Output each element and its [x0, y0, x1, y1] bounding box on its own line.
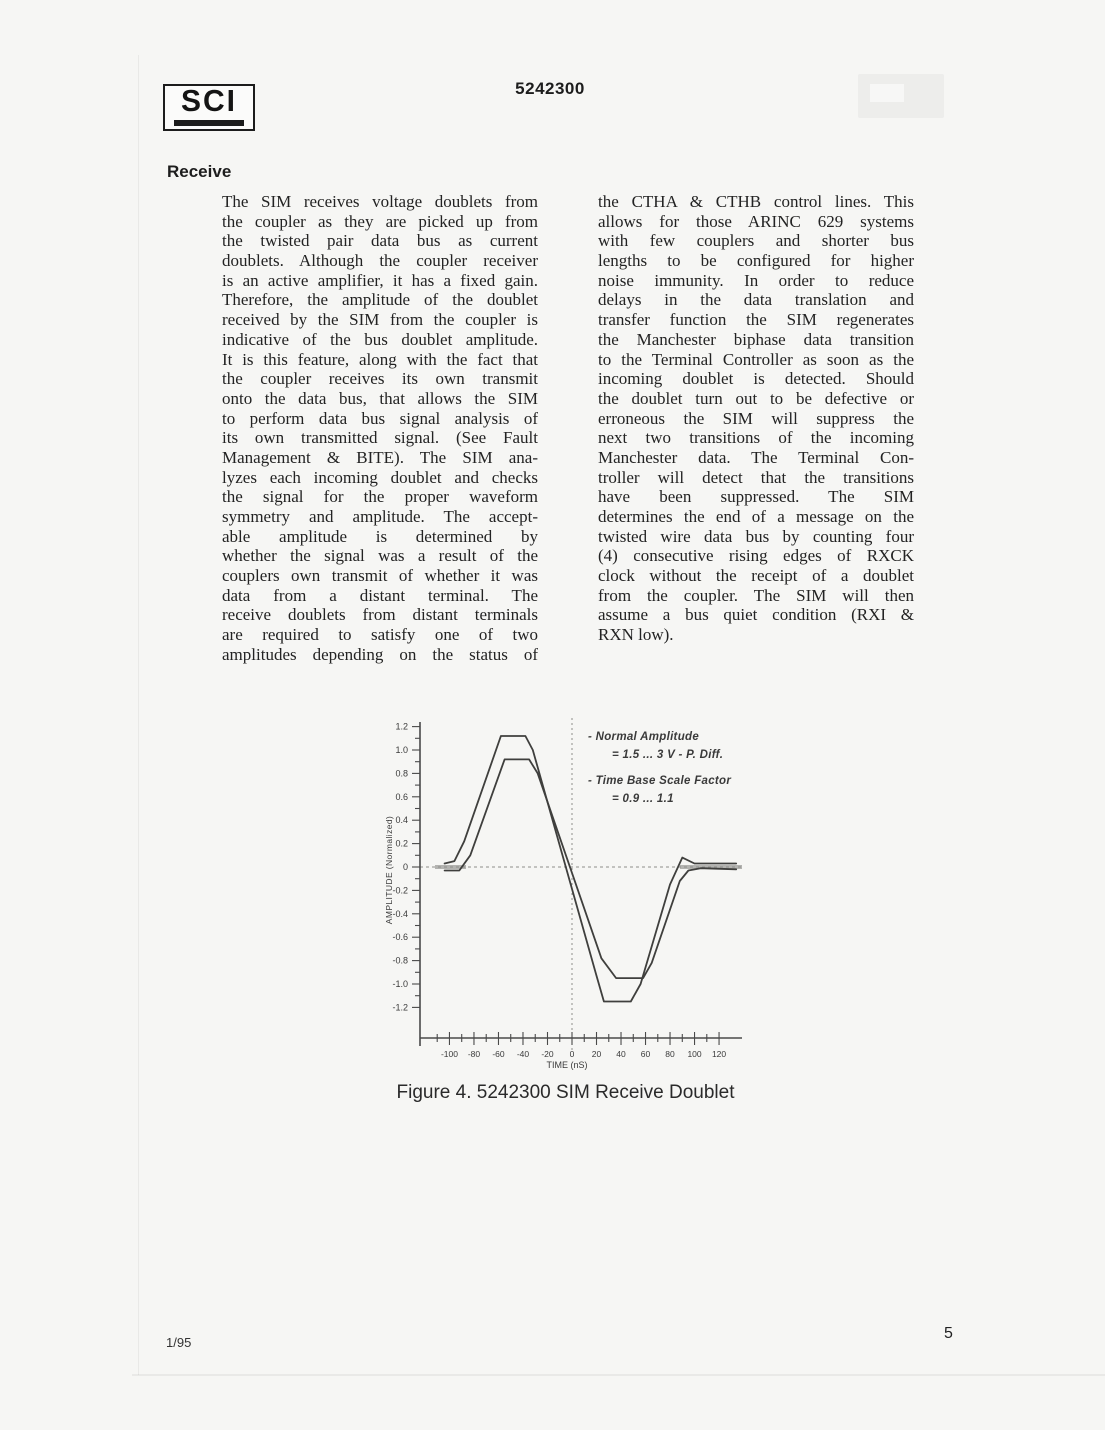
text-line: the doublet turn out to be defective or	[598, 388, 914, 408]
y-tick-label: -0.6	[392, 932, 408, 943]
y-tick-label: 0.6	[395, 791, 408, 802]
text-line: couplers own transmit of whether it was	[222, 566, 538, 586]
text-line: the twisted pair data bus as current	[222, 231, 538, 251]
scan-bleedthrough-artifact	[858, 74, 944, 118]
footer-date: 1/95	[166, 1335, 192, 1350]
x-tick-label: 100	[687, 1049, 702, 1059]
text-line: the signal for the proper waveform	[222, 487, 538, 507]
text-line: determines the end of a message on the	[598, 507, 914, 526]
sci-logo-underline	[174, 120, 244, 126]
text-line: indicative of the bus doublet amplitude.	[222, 329, 538, 349]
text-line: to the Terminal Controller as soon as the	[598, 349, 914, 369]
chart-annotation-normal-amplitude: - Normal Amplitude	[588, 731, 700, 743]
text-line: able amplitude is determined by	[222, 526, 538, 546]
x-tick-label: 40	[616, 1049, 626, 1059]
page-number: 5	[944, 1325, 953, 1342]
y-tick-label: -1.0	[392, 979, 408, 989]
document-number: 5242300	[515, 79, 585, 98]
y-axis-title: AMPLITUDE (Normalized)	[384, 815, 394, 925]
x-tick-label: -20	[541, 1049, 554, 1059]
page-shadow	[132, 1374, 1105, 1376]
text-line: (4) consecutive rising edges of RXCK	[598, 546, 914, 566]
text-line: lyzes each incoming doublet and checks	[222, 467, 538, 487]
y-tick-label: -0.2	[392, 885, 408, 896]
text-line: the CTHA & CTHB control lines. This	[598, 192, 914, 211]
text-line: clock without the receipt of a doublet	[598, 566, 914, 586]
x-tick-label: 60	[640, 1049, 651, 1059]
text-line: assume a bus quiet condition (RXI &	[598, 605, 914, 625]
y-tick-label: 0.2	[395, 838, 408, 849]
x-tick-label: 120	[711, 1049, 727, 1059]
text-line: transfer function the SIM regenerates	[598, 310, 914, 330]
x-axis-title: TIME (nS)	[546, 1060, 588, 1070]
text-line: have been suppressed. The SIM	[598, 487, 914, 507]
chart-annotation-timebase: - Time Base Scale Factor	[588, 775, 732, 787]
text-line: to perform data bus signal analysis of	[222, 408, 538, 428]
text-line: allows for those ARINC 629 systems	[598, 211, 914, 231]
y-tick-label: -1.2	[392, 1002, 408, 1013]
figure-caption: Figure 4. 5242300 SIM Receive Doublet	[396, 1082, 735, 1103]
y-tick-label: -0.8	[392, 955, 408, 966]
text-line: data from a distant terminal. The	[222, 585, 538, 605]
sci-logo	[163, 84, 255, 131]
text-line: It is this feature, along with the fact that	[222, 349, 538, 369]
x-tick-label: -80	[467, 1049, 481, 1059]
text-line: the coupler as they are picked up from	[222, 211, 538, 231]
y-tick-label: 1.0	[395, 745, 408, 755]
chart-annotation-amplitude-value: = 1.5 ... 3 V - P. Diff.	[612, 749, 724, 761]
y-tick-label: 0.8	[395, 768, 408, 779]
text-line: is an active amplifier, it has a fixed gain.	[222, 270, 538, 290]
text-line: from the coupler. The SIM will then	[598, 585, 914, 605]
text-line: Management & BITE). The SIM ana-	[222, 447, 538, 467]
y-tick-label: 0	[402, 862, 408, 872]
text-line: amplitudes depending on the status of	[222, 644, 538, 664]
text-line: troller will detect that the transitions	[598, 467, 914, 487]
text-line: lengths to be configured for higher	[598, 251, 914, 271]
text-line: the coupler receives its own transmit	[222, 369, 538, 389]
right-text-column	[598, 192, 914, 645]
x-tick-label: 20	[591, 1049, 602, 1059]
x-tick-label: -40	[516, 1049, 530, 1059]
text-line: the Manchester biphase data transition	[598, 329, 914, 349]
x-tick-label: -100	[440, 1049, 458, 1059]
y-tick-label: -0.4	[392, 908, 408, 919]
x-tick-label: 0	[569, 1049, 575, 1059]
text-line: its own transmitted signal. (See Fault	[222, 428, 538, 448]
text-line: doublets. Although the coupler receiver	[222, 251, 538, 271]
text-line: The SIM receives voltage doublets from	[222, 192, 538, 211]
text-line: receive doublets from distant terminals	[222, 605, 538, 625]
text-line: twisted wire data bus by counting four	[598, 526, 914, 546]
text-line: RXN low).	[598, 625, 674, 645]
text-line: Therefore, the amplitude of the doublet	[222, 290, 538, 310]
text-line: with few couplers and shorter bus	[598, 231, 914, 251]
text-line: incoming doublet is detected. Should	[598, 369, 914, 389]
text-line: onto the data bus, that allows the SIM	[222, 388, 538, 408]
text-line: Manchester data. The Terminal Con-	[598, 447, 914, 467]
text-line: received by the SIM from the coupler is	[222, 310, 538, 330]
text-line: next two transitions of the incoming	[598, 428, 914, 448]
text-line: whether the signal was a result of the	[222, 546, 538, 566]
x-tick-label: -60	[492, 1049, 505, 1059]
y-tick-label: 1.2	[395, 721, 408, 732]
section-heading-receive: Receive	[167, 162, 232, 181]
y-tick-label: 0.4	[395, 815, 408, 826]
text-line: noise immunity. In order to reduce	[598, 270, 914, 290]
page-edge	[138, 55, 139, 1375]
text-line: erroneous the SIM will suppress the	[598, 408, 914, 428]
text-line: delays in the data translation and	[598, 290, 914, 310]
chart-annotation-timebase-value: = 0.9 ... 1.1	[612, 793, 674, 805]
text-line: are required to satisfy one of two	[222, 625, 538, 645]
sci-logo-text: SCI	[180, 84, 237, 119]
x-tick-label: 80	[665, 1049, 675, 1059]
text-line: symmetry and amplitude. The accept-	[222, 507, 538, 526]
left-text-column	[222, 192, 538, 665]
